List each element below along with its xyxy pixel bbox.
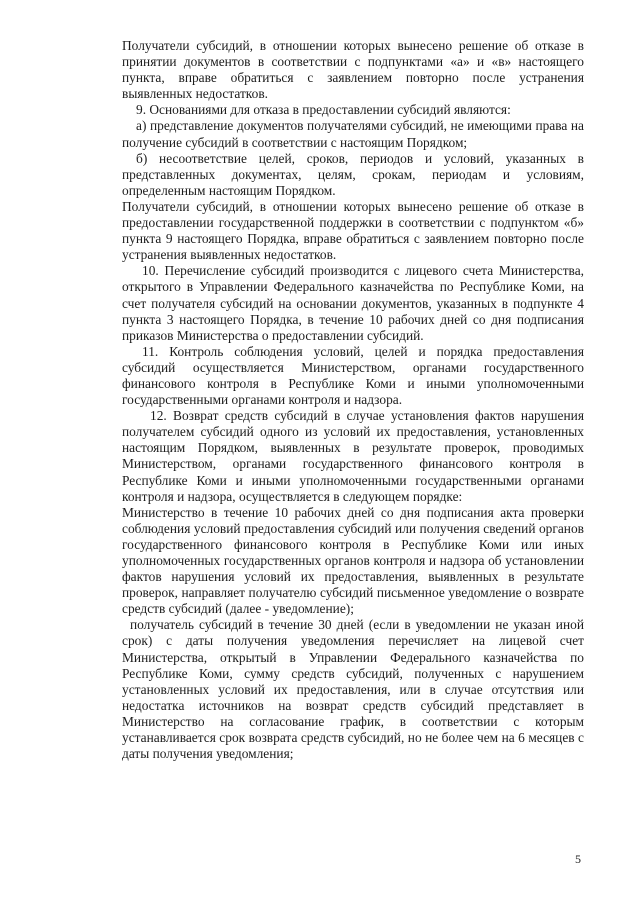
page-number: 5 — [575, 852, 581, 866]
paragraph-9b: б) несоответствие целей, сроков, периодов и условий, указанных в представленных документах, целям, срокам, периодам и условиям, определенным настоящим Порядком. — [122, 150, 584, 198]
paragraph-9-grounds: 9. Основаниями для отказа в предоставлении субсидий являются: — [136, 102, 511, 118]
paragraph-9a: а) представление документов получателями субсидий, не имеющими права на получение субсидий в соответствии с настоящим Порядком; — [122, 118, 584, 150]
paragraph-10-transfer: 10. Перечисление субсидий производится с лицевого счета Министерства, открытого в Управлении Федерального казначейства по Республике Коми, на счет получателя субсидий на основании документов, указанных в подпункте 4 пункта 3 настоящего Порядка, в течение 10 рабочих дней со дня подписания приказов Министерства о предоставлении субсидий. — [122, 263, 584, 343]
document-body — [122, 38, 584, 762]
paragraph-rejection-support: Получатели субсидий, в отношении которых вынесено решение об отказе в предоставлении государственной поддержки в соответствии с подпунктом «б» пункта 9 настоящего Порядка, вправе обратиться с заявлением повторно после устранения выявленных недостатков. — [122, 198, 584, 263]
paragraph-recipient-refund: получатель субсидий в течение 30 дней (если в уведомлении не указан иной срок) с даты получения уведомления перечисляет на лицевой счет Министерства, открытый в Управлении Федерального казначейства по Республике Коми, сумму средств субсидий, полученных с нарушением установленных условий их предоставления, или в случае отсутствия или недостатка источников на возврат средств субсидий представляет в Министерство на согласование график, в соответствии с которым устанавливается срок возврата средств субсидий, но не более чем на 6 месяцев с даты получения уведомления; — [122, 617, 584, 762]
paragraph-ministry-notice: Министерство в течение 10 рабочих дней со дня подписания акта проверки соблюдения условий предоставления субсидий или получения сведений органов государственного финансового контроля в Республике Коми или иных уполномоченных государственных органов контроля и надзора об установлении фактов нарушения условий их предоставления, выявленных в результате проверок, направляет получателю субсидий письменное уведомление о возврате средств субсидий (далее - уведомление); — [122, 504, 584, 617]
paragraph-rejection-documents: Получатели субсидий, в отношении которых вынесено решение об отказе в принятии документов в соответствии с подпунктами «а» и «в» настоящего пункта, вправе обратиться с заявлением повторно после устранения выявленных недостатков. — [122, 38, 584, 102]
paragraph-11-control: 11. Контроль соблюдения условий, целей и порядка предоставления субсидий осуществляется Министерством, органами государственного финансового контроля в Республике Коми и иными уполномоченными государственными органами контроля и надзора. — [122, 343, 584, 408]
paragraph-12-refund: 12. Возврат средств субсидий в случае установления фактов нарушения получателем субсидий одного из условий их предоставления, установленных настоящим Порядком, выявленных в результате проверок, проводимых Министерством, органами государственного финансового контроля в Республике Коми и иными уполномоченными государственными органами контроля и надзора, осуществляется в следующем порядке: — [122, 408, 584, 504]
